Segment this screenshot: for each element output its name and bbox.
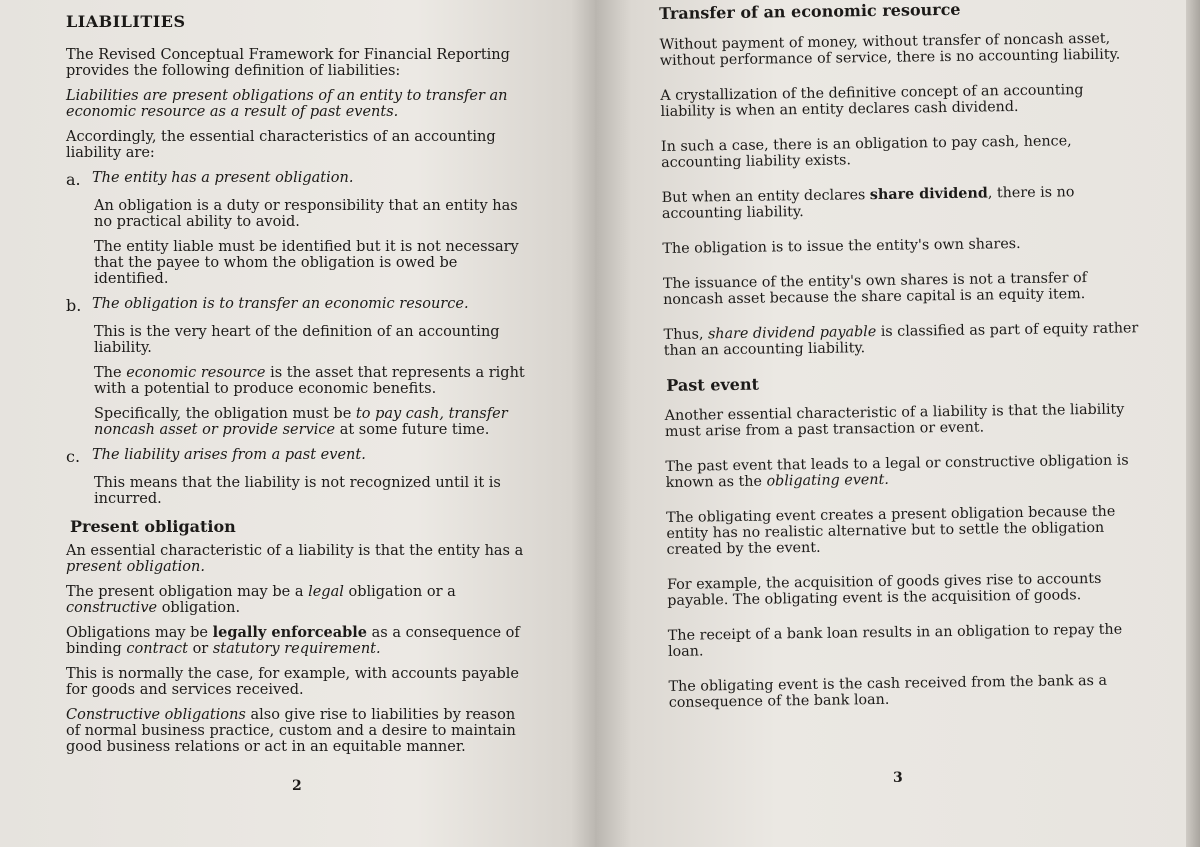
- paragraph: Thus, share dividend payable is classified as part of equity rather than an accounting liability.: [663, 320, 1139, 359]
- page-number: 3: [893, 770, 903, 786]
- list-paragraph: Specifically, the obligation must be to pay cash, transfer noncash asset or provide service at some future time.: [94, 406, 508, 438]
- list-paragraph: An obligation is a duty or responsibility that an entity has no practical ability to avoid.: [94, 198, 518, 230]
- list-paragraph: This means that the liability is not recognized until it is incurred.: [94, 475, 501, 507]
- definition-paragraph: Liabilities are present obligations of an entity to transfer an economic resource as a result of past events.: [66, 88, 508, 120]
- section-heading-present-obligation: Present obligation: [70, 517, 236, 536]
- section-heading-transfer: Transfer of an economic resource: [659, 0, 961, 23]
- paragraph: Obligations may be legally enforceable as a consequence of binding contract or statutory requirement.: [66, 624, 520, 657]
- paragraph: This is normally the case, for example, with accounts payable for goods and services received.: [66, 666, 519, 698]
- list-paragraph: The economic resource is the asset that represents a right with a potential to produce economic benefits.: [94, 365, 525, 397]
- page-number: 2: [292, 778, 302, 794]
- paragraph: The obligation is to issue the entity's own shares.: [662, 235, 1021, 257]
- paragraph: The receipt of a bank loan results in an obligation to repay the loan.: [667, 621, 1123, 660]
- list-marker: a.: [66, 170, 81, 189]
- list-item-title: The liability arises from a past event.: [92, 447, 366, 463]
- paragraph: For example, the acquisition of goods gives rise to accounts payable. The obligating event is the acquisition of goods.: [667, 570, 1102, 609]
- page-heading: LIABILITIES: [66, 12, 186, 31]
- list-item-title: The obligation is to transfer an economic resource.: [92, 296, 469, 312]
- paragraph: A crystallization of the definitive concept of an accounting liability is when an entity declares cash dividend.: [660, 82, 1084, 120]
- paragraph: The obligating event creates a present obligation because the entity has no realistic alternative but to settle the obligation created by the event.: [666, 503, 1116, 558]
- characteristics-intro: Accordingly, the essential characteristics of an accounting liability are:: [66, 129, 496, 161]
- section-heading-past-event: Past event: [666, 374, 760, 395]
- paragraph: Another essential characteristic of a liability is that the liability must arise from a past transaction or event.: [664, 401, 1125, 440]
- paragraph: The obligating event is the cash received from the bank as a consequence of the bank loan.: [668, 672, 1108, 711]
- paragraph: The issuance of the entity's own shares is not a transfer of noncash asset because the share capital is an equity item.: [662, 270, 1088, 308]
- list-marker: c.: [66, 447, 81, 466]
- paragraph: The present obligation may be a legal obligation or a constructive obligation.: [66, 584, 456, 616]
- paragraph: But when an entity declares share dividend, there is no accounting liability.: [661, 184, 1075, 222]
- list-paragraph: The entity liable must be identified but it is not necessary that the payee to whom the obligation is owed be identified.: [94, 239, 519, 287]
- paragraph: The past event that leads to a legal or constructive obligation is known as the obligating event.: [665, 452, 1129, 491]
- right-page: [595, 0, 1200, 847]
- list-paragraph: This is the very heart of the definition of an accounting liability.: [94, 324, 500, 356]
- left-page: [0, 0, 595, 847]
- list-item-a: [66, 170, 525, 189]
- intro-paragraph: The Revised Conceptual Framework for Financial Reporting provides the following definition of liabilities:: [66, 47, 510, 79]
- list-marker: b.: [66, 296, 82, 315]
- paragraph: In such a case, there is an obligation to pay cash, hence, accounting liability exists.: [660, 133, 1072, 171]
- list-item-title: The entity has a present obligation.: [92, 170, 354, 186]
- paragraph: An essential characteristic of a liability is that the entity has a present obligation.: [66, 543, 524, 575]
- paragraph: Without payment of money, without transfer of noncash asset, without performance of service, there is no accounting liability.: [659, 30, 1121, 69]
- page-edge-shadow: [1186, 0, 1200, 847]
- list-item-b: [66, 296, 525, 315]
- paragraph: Constructive obligations also give rise to liabilities by reason of normal business practice, custom and a desire to maintain good business relations or act in an equitable manner.: [66, 707, 516, 755]
- list-item-c: [66, 447, 525, 466]
